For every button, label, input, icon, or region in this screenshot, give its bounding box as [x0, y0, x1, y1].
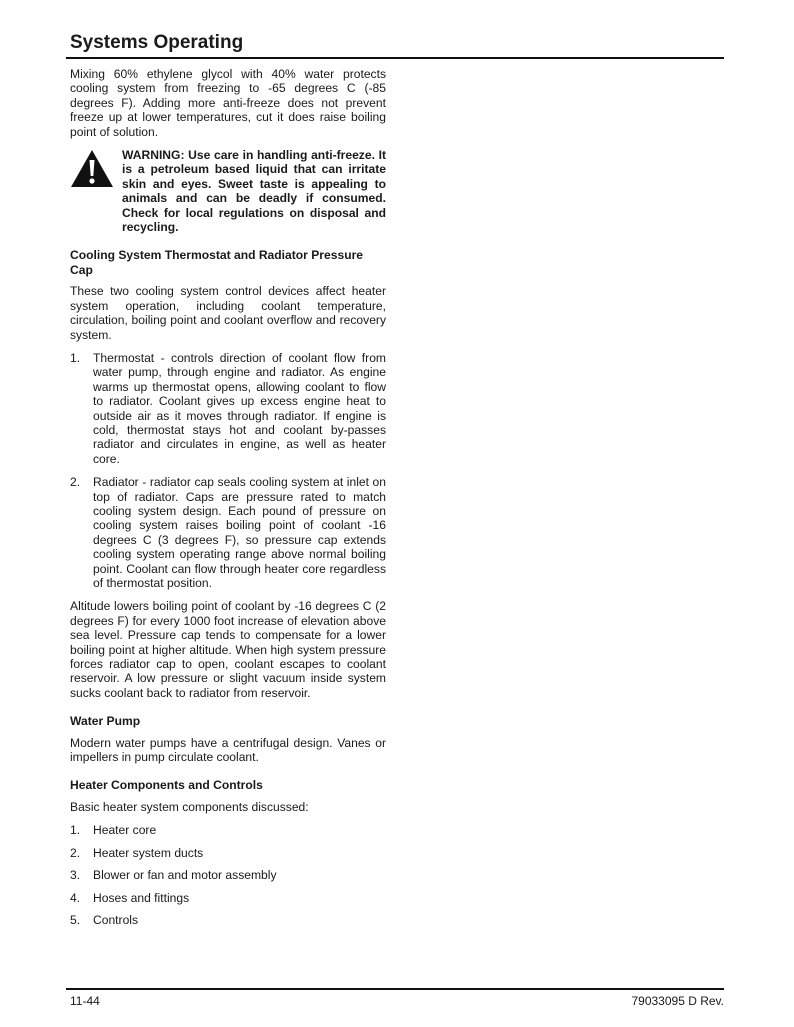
list-number: 3.: [70, 868, 81, 883]
water-pump-paragraph: Modern water pumps have a centrifugal design. Vanes or impellers in pump circulate coolant.: [70, 735, 386, 765]
section-heading-heater: Heater Components and Controls: [70, 778, 263, 793]
list-text: Thermostat - controls direction of coolant flow from water pump, through engine and radiator. As engine warms up thermostat opens, allowing coolant to flow to radiator. Coolant gives up excess engine heat to outside air as it moves through radiator. If engine is cold, thermostat stays hot and coolant by-passes radiator and circulates in engine, as well as heater core.: [93, 350, 386, 466]
document-number: 79033095 D Rev.: [631, 994, 724, 1008]
thermostat-list: [70, 351, 386, 591]
list-item: [70, 891, 386, 905]
list-item: [70, 823, 386, 837]
list-text: Heater core: [93, 823, 157, 838]
heater-intro: Basic heater system components discussed:: [70, 799, 309, 814]
warning-triangle-icon: [70, 148, 114, 234]
list-number: 5.: [70, 912, 81, 927]
list-number: 2.: [70, 475, 81, 490]
heater-components-list: [70, 823, 386, 927]
list-number: 2.: [70, 845, 81, 860]
list-text: Radiator - radiator cap seals cooling system at inlet on top of radiator. Caps are pressure rated to match cooling system design. Each pound of pressure on cooling system raises boiling point of coolant -16 degrees C (3 degrees F), so pressure cap extends cooling system operating range above normal boiling point. Coolant can flow through heater core regardless of thermostat position.: [93, 475, 386, 590]
section-heading-thermostat: Cooling System Thermostat and Radiator Pressure Cap: [70, 248, 364, 277]
list-number: 1.: [70, 823, 81, 838]
list-item: [70, 475, 386, 590]
intro-paragraph: Mixing 60% ethylene glycol with 40% water protects cooling system from freezing to -65 degrees C (-85 degrees F). Adding more anti-freeze does not prevent freeze up at lower temperatures, cut it does raise boiling point of solution.: [70, 67, 386, 139]
list-item: [70, 846, 386, 860]
list-item: [70, 351, 386, 466]
list-text: Controls: [93, 912, 139, 927]
list-text: Heater system ducts: [93, 845, 204, 860]
list-item: [70, 913, 386, 927]
header-rule: [66, 57, 724, 59]
list-number: 1.: [70, 350, 81, 365]
page-number: 11-44: [70, 994, 100, 1008]
list-text: Hoses and fittings: [93, 890, 190, 905]
list-number: 4.: [70, 890, 81, 905]
warning-block: [70, 148, 386, 234]
altitude-paragraph: Altitude lowers boiling point of coolant by -16 degrees C (2 degrees F) for every 1000 foot increase of elevation above sea level. Pressure cap tends to compensate for a lower boiling point at higher altitude. When high system pressure forces radiator cap to open, coolant escapes to coolant reservoir. A low pressure or slight vacuum inside system sucks coolant back to radiator from reservoir.: [70, 599, 386, 700]
list-item: [70, 868, 386, 882]
list-text: Blower or fan and motor assembly: [93, 868, 277, 883]
main-column: [70, 67, 386, 936]
footer-rule: [66, 988, 724, 990]
section-intro: These two cooling system control devices affect heater system operation, including coolant temperature, circulation, boiling point and coolant overflow and recovery system.: [70, 284, 386, 342]
section-heading-water-pump: Water Pump: [70, 714, 141, 729]
warning-text: WARNING: Use care in handling anti-freeze. It is a petroleum based liquid that can irritate skin and eyes. Sweet taste is appealing to animals and can be deadly if consumed. Check for local regulations on disposal and recycling.: [122, 148, 386, 235]
page-title: Systems Operating: [70, 32, 244, 53]
